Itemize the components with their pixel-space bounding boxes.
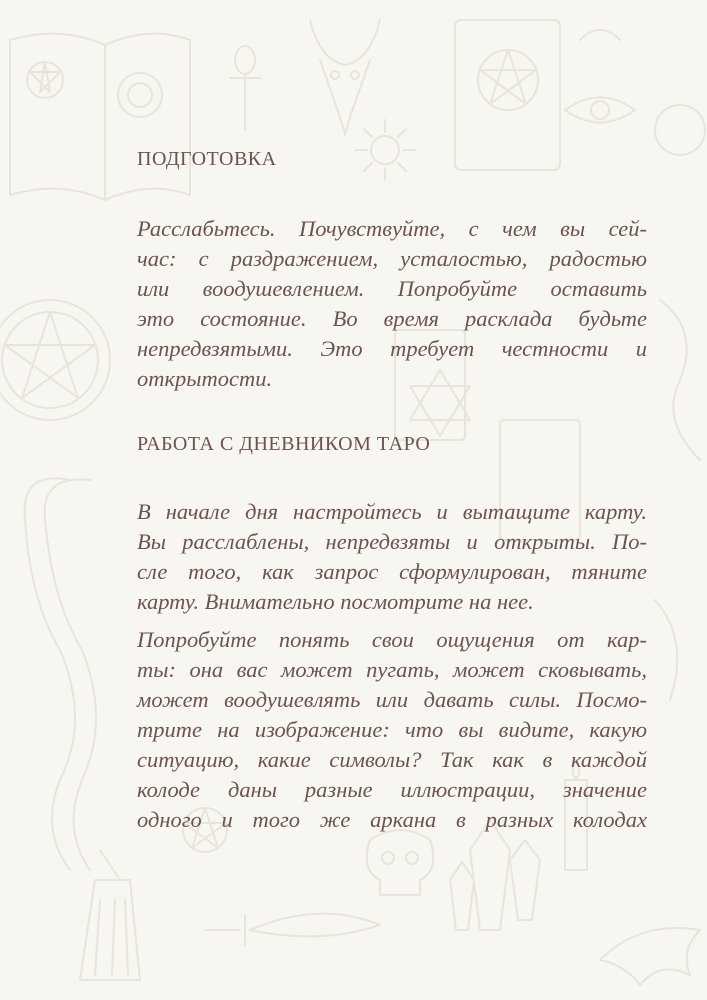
text-line: колоде даны разные иллюстрации, значение [137, 777, 647, 802]
text-line: это состояние. Во время расклада будьте [137, 306, 647, 331]
text-line: Попробуйте понять свои ощущения от кар- [137, 627, 647, 652]
text-line: час: с раздражением, усталостью, радостью [137, 246, 647, 271]
swirl-ornament-icon [655, 105, 705, 700]
journal-paragraph-1 [137, 497, 647, 617]
text-line: Расслабьтесь. Почувствуйте, с чем вы сей- [137, 216, 647, 241]
text-line: открытости. [137, 366, 273, 391]
text-line: одного и того же аркана в разных колодах [137, 807, 647, 832]
text-line: сле того, как запрос сформулирован, тяните [137, 559, 647, 584]
section-heading-preparation: ПОДГОТОВКА [137, 148, 277, 170]
pentagram-circle-icon [0, 300, 110, 420]
text-line: В начале дня настройтесь и вытащите карту. [137, 499, 647, 524]
text-line: ситуацию, какие символы? Так как в каждой [137, 747, 647, 772]
section-heading-journal: РАБОТА С ДНЕВНИКОМ ТАРО [137, 433, 431, 455]
text-line: Вы расслаблены, непредвзяты и открыты. По- [137, 529, 647, 554]
text-line: непредвзятыми. Это требует честности и [137, 336, 647, 361]
snake-icon [25, 478, 96, 870]
text-line: карту. Внимательно посмотрите на нее. [137, 589, 534, 614]
text-line: или воодушевлением. Попробуйте оставить [137, 276, 647, 301]
preparation-paragraph [137, 214, 647, 394]
text-line: трите на изображение: что вы видите, какую [137, 717, 647, 742]
journal-paragraph-2 [137, 625, 647, 835]
page-content [137, 0, 647, 1000]
text-line: ты: она вас может пугать, может сковывать, [137, 657, 647, 682]
text-line: может воодушевлять или давать силы. Посмо- [137, 687, 647, 712]
